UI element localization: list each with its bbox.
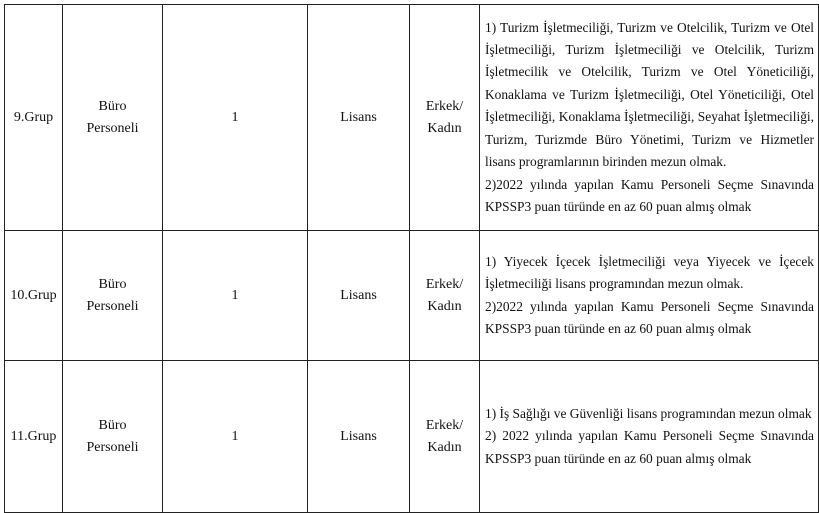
requirement-item: 2) 2022 yılında yapılan Kamu Personeli Seçme Sınavında KPSSP3 puan türünde en az 60 puan almış olmak xyxy=(485,428,814,466)
gender-cell: Erkek/ Kadın xyxy=(410,361,480,513)
requirements-cell xyxy=(480,231,819,361)
position-cell: Büro Personeli xyxy=(63,361,163,513)
requirement-item: 2)2022 yılında yapılan Kamu Personeli Seçme Sınavında KPSSP3 puan türünde en az 60 puan almış olmak xyxy=(485,298,814,336)
requirements-cell xyxy=(480,361,819,513)
position-cell: Büro Personeli xyxy=(63,5,163,231)
count-cell: 1 xyxy=(163,5,308,231)
table-row xyxy=(5,5,819,231)
education-cell: Lisans xyxy=(308,231,410,361)
requirement-item: 1) Turizm İşletmeciliği, Turizm ve Otelcilik, Turizm ve Otel İşletmeciliği, Turizm İşletmeciliği ve Otelcilik, Turizm İşletmecilik ve Otelcilik, Turizm ve Otel Yöneticiliği, Konaklama ve Turizm İşletmeciliği, Otel Yöneticiliği, Otel İşletmeciliği, Konaklama İşletmeciliği, Seyahat İşletmeciliği, Turizm, Turizmde Büro Yönetimi, Turizm ve Hizmetler lisans programlarının birinden mezun olmak. xyxy=(485,19,814,170)
count-cell: 1 xyxy=(163,361,308,513)
gender-cell: Erkek/ Kadın xyxy=(410,231,480,361)
group-cell: 10.Grup xyxy=(5,231,63,361)
group-cell: 11.Grup xyxy=(5,361,63,513)
requirement-item: 1) Yiyecek İçecek İşletmeciliği veya Yiyecek ve İçecek İşletmeciliği lisans programından mezun olmak. xyxy=(485,253,814,292)
requirement-item: 1) İş Sağlığı ve Güvenliği lisans programından mezun olmak xyxy=(485,405,812,421)
positions-table xyxy=(4,4,819,513)
count-cell: 1 xyxy=(163,231,308,361)
education-cell: Lisans xyxy=(308,5,410,231)
table-row xyxy=(5,361,819,513)
gender-cell: Erkek/ Kadın xyxy=(410,5,480,231)
education-cell: Lisans xyxy=(308,361,410,513)
group-cell: 9.Grup xyxy=(5,5,63,231)
requirement-item: 2)2022 yılında yapılan Kamu Personeli Seçme Sınavında KPSSP3 puan türünde en az 60 puan almış olmak xyxy=(485,176,814,214)
table-row xyxy=(5,231,819,361)
requirements-cell xyxy=(480,5,819,231)
position-cell: Büro Personeli xyxy=(63,231,163,361)
